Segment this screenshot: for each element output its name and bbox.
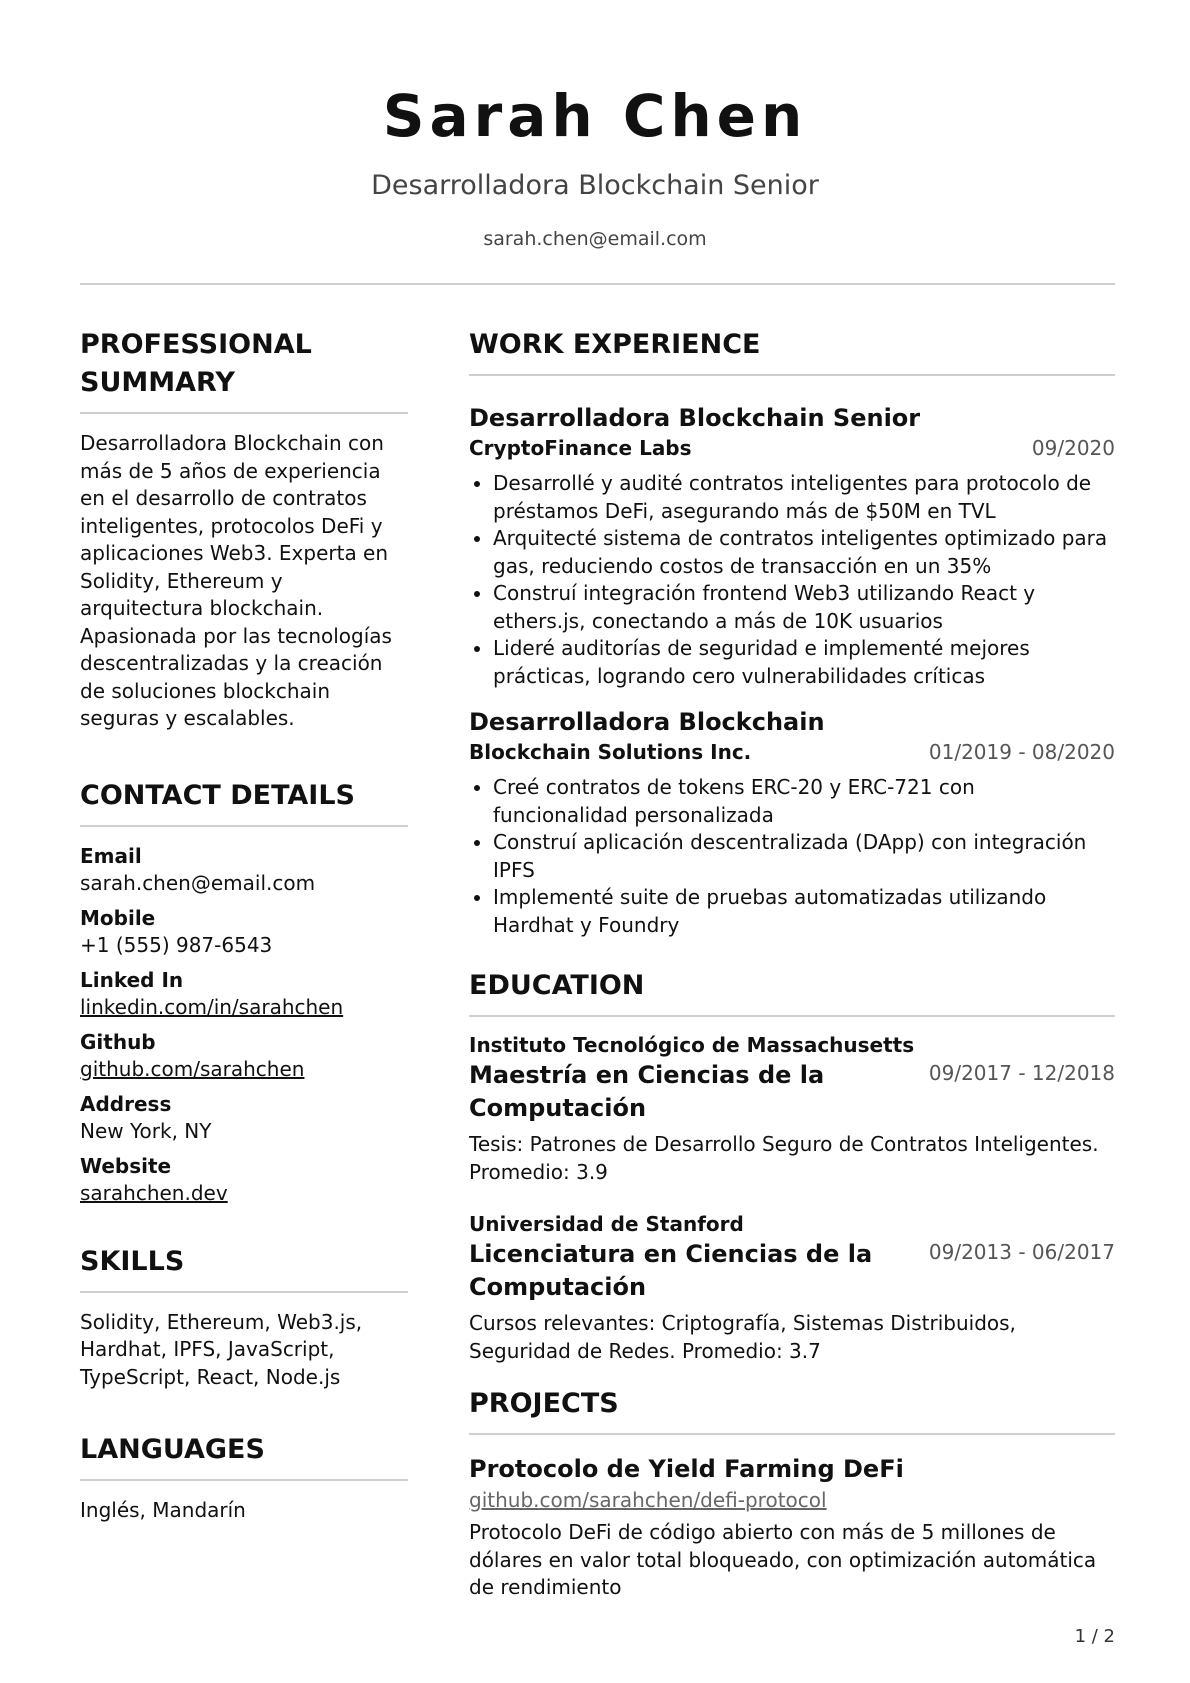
company-name: CryptoFinance Labs	[469, 436, 692, 460]
experience-heading: WORK EXPERIENCE	[469, 329, 761, 360]
candidate-name: Sarah Chen	[382, 82, 808, 150]
contact-address	[80, 1091, 408, 1145]
degree-row	[469, 1059, 1115, 1125]
projects-divider	[469, 1433, 1115, 1435]
project-link[interactable]: github.com/sarahchen/defi-protocol	[469, 1488, 827, 1512]
contact-value: New York, NY	[80, 1118, 212, 1143]
school-name: Universidad de Stanford	[469, 1212, 744, 1236]
right-column	[469, 326, 1115, 1602]
projects-section	[469, 1385, 1115, 1602]
github-link[interactable]: github.com/sarahchen	[80, 1056, 305, 1081]
skills-heading: SKILLS	[80, 1245, 185, 1277]
company-name: Blockchain Solutions Inc.	[469, 740, 752, 764]
skills-text: Solidity, Ethereum, Web3.js, Hardhat, IPFS, JavaScript, TypeScript, React, Node.js	[80, 1309, 363, 1389]
candidate-title: Desarrolladora Blockchain Senior	[371, 170, 819, 201]
contact-label: Github	[80, 1029, 156, 1054]
degree-title: Licenciatura en Ciencias de la Computación	[469, 1240, 873, 1301]
linkedin-link[interactable]: linkedin.com/in/sarahchen	[80, 994, 344, 1019]
job-bullet: • Arquitecté sistema de contratos inteligentes optimizado para gas, reduciendo costos de transacción en un 35%	[493, 525, 1115, 580]
education-heading: EDUCATION	[469, 970, 645, 1001]
job-bullets	[469, 774, 1115, 939]
education-entry	[469, 1031, 1115, 1186]
languages-section	[80, 1431, 408, 1525]
contact-heading: CONTACT DETAILS	[80, 779, 355, 811]
job-bullet: • Construí aplicación descentralizada (DApp) con integración IPFS	[493, 829, 1115, 884]
contact-label: Email	[80, 843, 142, 868]
job-meta	[469, 434, 1115, 462]
job-meta	[469, 738, 1115, 766]
contact-divider	[80, 825, 408, 827]
job-entry	[469, 706, 1115, 939]
job-date: 01/2019 - 08/2020	[928, 740, 1115, 764]
contact-label: Address	[80, 1091, 172, 1116]
languages-heading: LANGUAGES	[80, 1434, 265, 1465]
header-divider	[80, 283, 1115, 285]
skills-section	[80, 1243, 408, 1392]
job-title: Desarrolladora Blockchain	[469, 708, 825, 736]
degree-title: Maestría en Ciencias de la Computación	[469, 1061, 825, 1122]
education-section	[469, 967, 1115, 1365]
job-bullet: • Construí integración frontend Web3 utilizando React y ethers.js, conectando a más de 10K usuarios	[493, 580, 1115, 635]
education-detail: Cursos relevantes: Criptografía, Sistemas Distribuidos, Seguridad de Redes. Promedio: 3.7	[469, 1311, 1016, 1363]
job-bullet: • Implementé suite de pruebas automatizadas utilizando Hardhat y Foundry	[493, 884, 1115, 939]
education-date: 09/2017 - 12/2018	[928, 1061, 1115, 1085]
job-bullet: • Desarrollé y audité contratos inteligentes para protocolo de préstamos DeFi, asegurando más de $50M en TVL	[493, 470, 1115, 525]
job-bullet: • Lideré auditorías de seguridad e implementé mejores prácticas, logrando cero vulnerabilidades críticas	[493, 635, 1115, 690]
page-number: 1 / 2	[1074, 1626, 1115, 1647]
contact-label: Linked In	[80, 967, 184, 992]
summary-heading: PROFESSIONAL SUMMARY	[80, 329, 312, 398]
contact-section	[80, 777, 408, 1207]
contact-mobile	[80, 905, 408, 959]
experience-section	[469, 326, 1115, 939]
summary-section	[80, 326, 408, 733]
contact-github	[80, 1029, 408, 1083]
summary-text: Desarrolladora Blockchain con más de 5 años de experiencia en el desarrollo de contratos inteligentes, protocolos DeFi y aplicaciones Web3. Experta en Solidity, Ethereum y arquitectura blockchain. Apasionada por las tecnologías descentralizadas y la creación de soluciones blockchain seguras y escalables.	[80, 431, 392, 730]
job-bullets	[469, 470, 1115, 690]
languages-divider	[80, 1479, 408, 1481]
summary-divider	[80, 412, 408, 414]
education-entry	[469, 1210, 1115, 1365]
projects-heading: PROJECTS	[469, 1388, 619, 1419]
experience-divider	[469, 374, 1115, 376]
project-description: Protocolo DeFi de código abierto con más de 5 millones de dólares en valor total bloqueado, con optimización automática de rendimiento	[469, 1520, 1097, 1599]
education-date: 09/2013 - 06/2017	[928, 1240, 1115, 1264]
contact-linkedin	[80, 967, 408, 1021]
header-email[interactable]: sarah.chen@email.com	[483, 228, 707, 250]
contact-value: +1 (555) 987-6543	[80, 932, 273, 957]
contact-label: Website	[80, 1153, 172, 1178]
project-entry	[469, 1453, 1115, 1602]
contact-website	[80, 1153, 408, 1207]
job-entry	[469, 402, 1115, 690]
project-title: Protocolo de Yield Farming DeFi	[469, 1455, 904, 1483]
school-name: Instituto Tecnológico de Massachusetts	[469, 1033, 915, 1057]
job-date: 09/2020	[1031, 436, 1115, 460]
job-bullet: • Creé contratos de tokens ERC-20 y ERC-721 con funcionalidad personalizada	[493, 774, 1115, 829]
education-detail: Tesis: Patrones de Desarrollo Seguro de Contratos Inteligentes. Promedio: 3.9	[469, 1132, 1099, 1184]
website-link[interactable]: sarahchen.dev	[80, 1180, 228, 1205]
contact-label: Mobile	[80, 905, 156, 930]
contact-value[interactable]: sarah.chen@email.com	[80, 870, 316, 895]
contact-email	[80, 843, 408, 897]
education-divider	[469, 1015, 1115, 1017]
languages-text: Inglés, Mandarín	[80, 1498, 246, 1522]
degree-row	[469, 1238, 1115, 1304]
left-column	[80, 326, 408, 1525]
skills-divider	[80, 1291, 408, 1293]
job-title: Desarrolladora Blockchain Senior	[469, 404, 921, 432]
